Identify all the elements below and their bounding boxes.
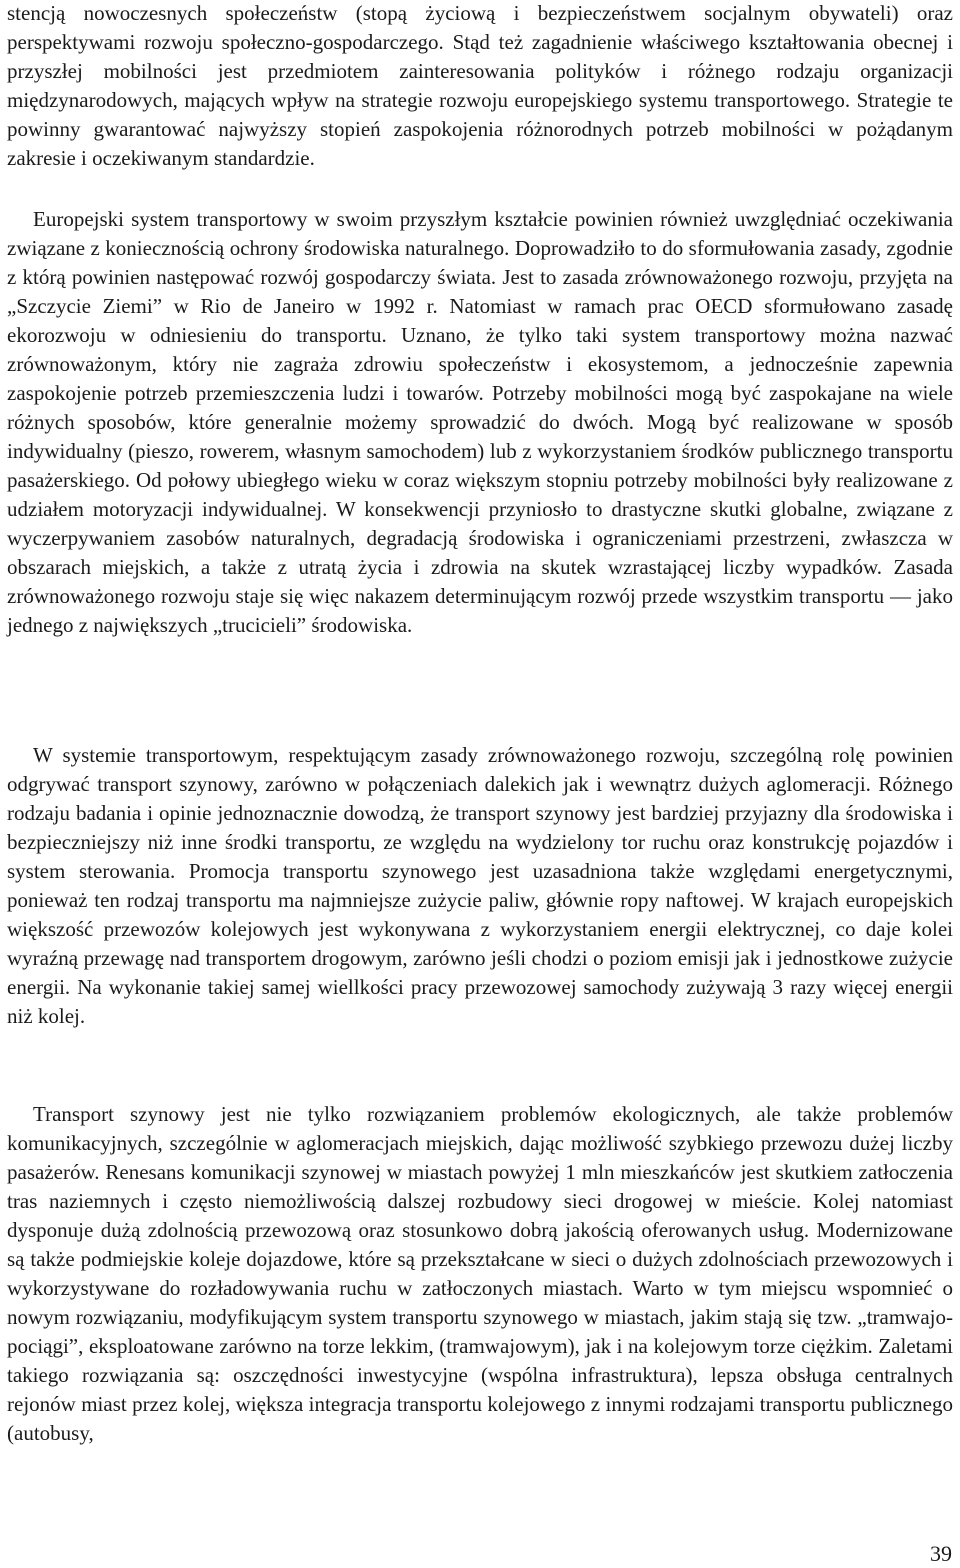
paragraph-rail-transport-role: W systemie transportowym, respektującym zasady zrównoważonego rozwoju, szczególną rolę powinien odgrywać transport szynowy, zarówno w połączeniach dalekich jak i wewnątrz dużych aglomeracji. Różnego rodzaju badania i opinie jednoznacznie dowodzą, że transport szynowy jest bardziej przyjazny dla środowiska i bezpieczniejszy niż inne środki transportu, ze względu na wydzielony tor ruchu oraz konstrukcję pojazdów i system sterowania. Promocja transportu szynowego jest uzasadniona także względami energetycznymi, ponieważ ten rodzaj transportu ma najmniejsze zużycie paliw, głównie ropy naftowej. W krajach europejskich większość przewozów kolejowych jest wykonywana z wykorzystaniem energii elektrycznej, co daje kolei wyraźną przewagę nad transportem drogowym, zarówno jeśli chodzi o poziom emisji jak i jednostkowe zużycie energii. Na wykonanie takiej samej wiellkości pracy przewozowej samochody zużywają 3 razy więcej energii niż kolej. <box>7 743 953 1028</box>
paragraph-continuation: stencją nowoczesnych społeczeństw (stopą życiową i bezpieczeństwem socjalnym obywateli) oraz perspektywami rozwoju społeczno-gospodarczego. Stąd też zagadnienie właściwego kształtowania obecnej i przyszłej mobilności jest przedmiotem zainteresowania polityków i różnego rodzaju organizacji międzynarodowych, mających wpływ na strategie rozwoju europejskiego systemu transportowego. Strategie te powinny gwarantować najwyższy stopień zaspokojenia różnorodnych potrzeb mobilności w pożądanym zakresie i oczekiwanym standardzie. <box>7 1 953 170</box>
paragraph-sustainable-development: Europejski system transportowy w swoim przyszłym kształcie powinien również uwzględniać oczekiwania związane z koniecznością ochrony środowiska naturalnego. Doprowadziło to do sformułowania zasady, zgodnie z którą powinien następować rozwój gospodarczy świata. Jest to zasada zrównoważonego rozwoju, przyjęta na „Szczycie Ziemi” w Rio de Janeiro w 1992 r. Natomiast w ramach prac OECD sformułowano zasadę ekorozwoju w odniesieniu do transportu. Uznano, że tylko taki system transportowy można nazwać zrównoważonym, który nie zagraża zdrowiu społeczeństw i ekosystemom, a jednocześnie zapewnia zaspokojenie potrzeb przemieszczenia ludzi i towarów. Potrzeby mobilności mogą być zaspokajane na wiele różnych sposobów, które generalnie możemy sprowadzić do dwóch. Mogą być realizowane w sposób indywidualny (pieszo, rowerem, własnym samochodem) lub z wykorzystaniem środków publicznego transportu pasażerskiego. Od połowy ubiegłego wieku w coraz większym stopniu potrzeby mobilności były realizowane z udziałem motoryzacji indywidualnej. W konsekwencji przyniosło to drastyczne skutki globalne, związane z wyczerpywaniem zasobów naturalnych, degradacją środowiska i ograniczeniami przestrzeni, zwłaszcza w obszarach miejskich, a także z utratą życia i zdrowia na skutek wzrastającej liczby wypadków. Zasada zrównoważonego rozwoju staje się więc nakazem determinującym rozwój przede wszystkim transportu — jako jednego z największych „trucicieli” środowiska. <box>7 207 953 637</box>
page-number: 39 <box>930 1541 952 1566</box>
paragraph-rail-urban-solutions: Transport szynowy jest nie tylko rozwiązaniem problemów ekologicznych, ale także problemów komunikacyjnych, szczególnie w aglomeracjach miejskich, dając możliwość szybkiego przewozu dużej liczby pasażerów. Renesans komunikacji szynowej w miastach powyżej 1 mln mieszkańców jest skutkiem zatłoczenia tras naziemnych i często niemożliwością dalszej rozbudowy sieci drogowej w mieście. Kolej natomiast dysponuje dużą zdolnością przewozową oraz stosunkowo dobrą jakością oferowanych usług. Modernizowane są także podmiejskie koleje dojazdowe, które są przekształcane w sieci o dużych zdolnościach przewozowych i wykorzystywane do rozładowywania ruchu w zatłoczonych miastach. Warto w tym miejscu wspomnieć o nowym rozwiązaniu, modyfikującym system transportu szynowego w miastach, jakim stają się tzw. „tramwajo-pociągi”, eksploatowane zarówno na torze lekkim, (tramwajowym), jak i na kolejowym torze ciężkim. Zaletami takiego rozwiązania są: oszczędności inwestycyjne (wspólna infrastruktura), lepsza obsługa centralnych rejonów miast przez kolej, większa integracja transportu kolejowego z innymi rodzajami transportu publicznego (autobusy, <box>7 1102 953 1445</box>
